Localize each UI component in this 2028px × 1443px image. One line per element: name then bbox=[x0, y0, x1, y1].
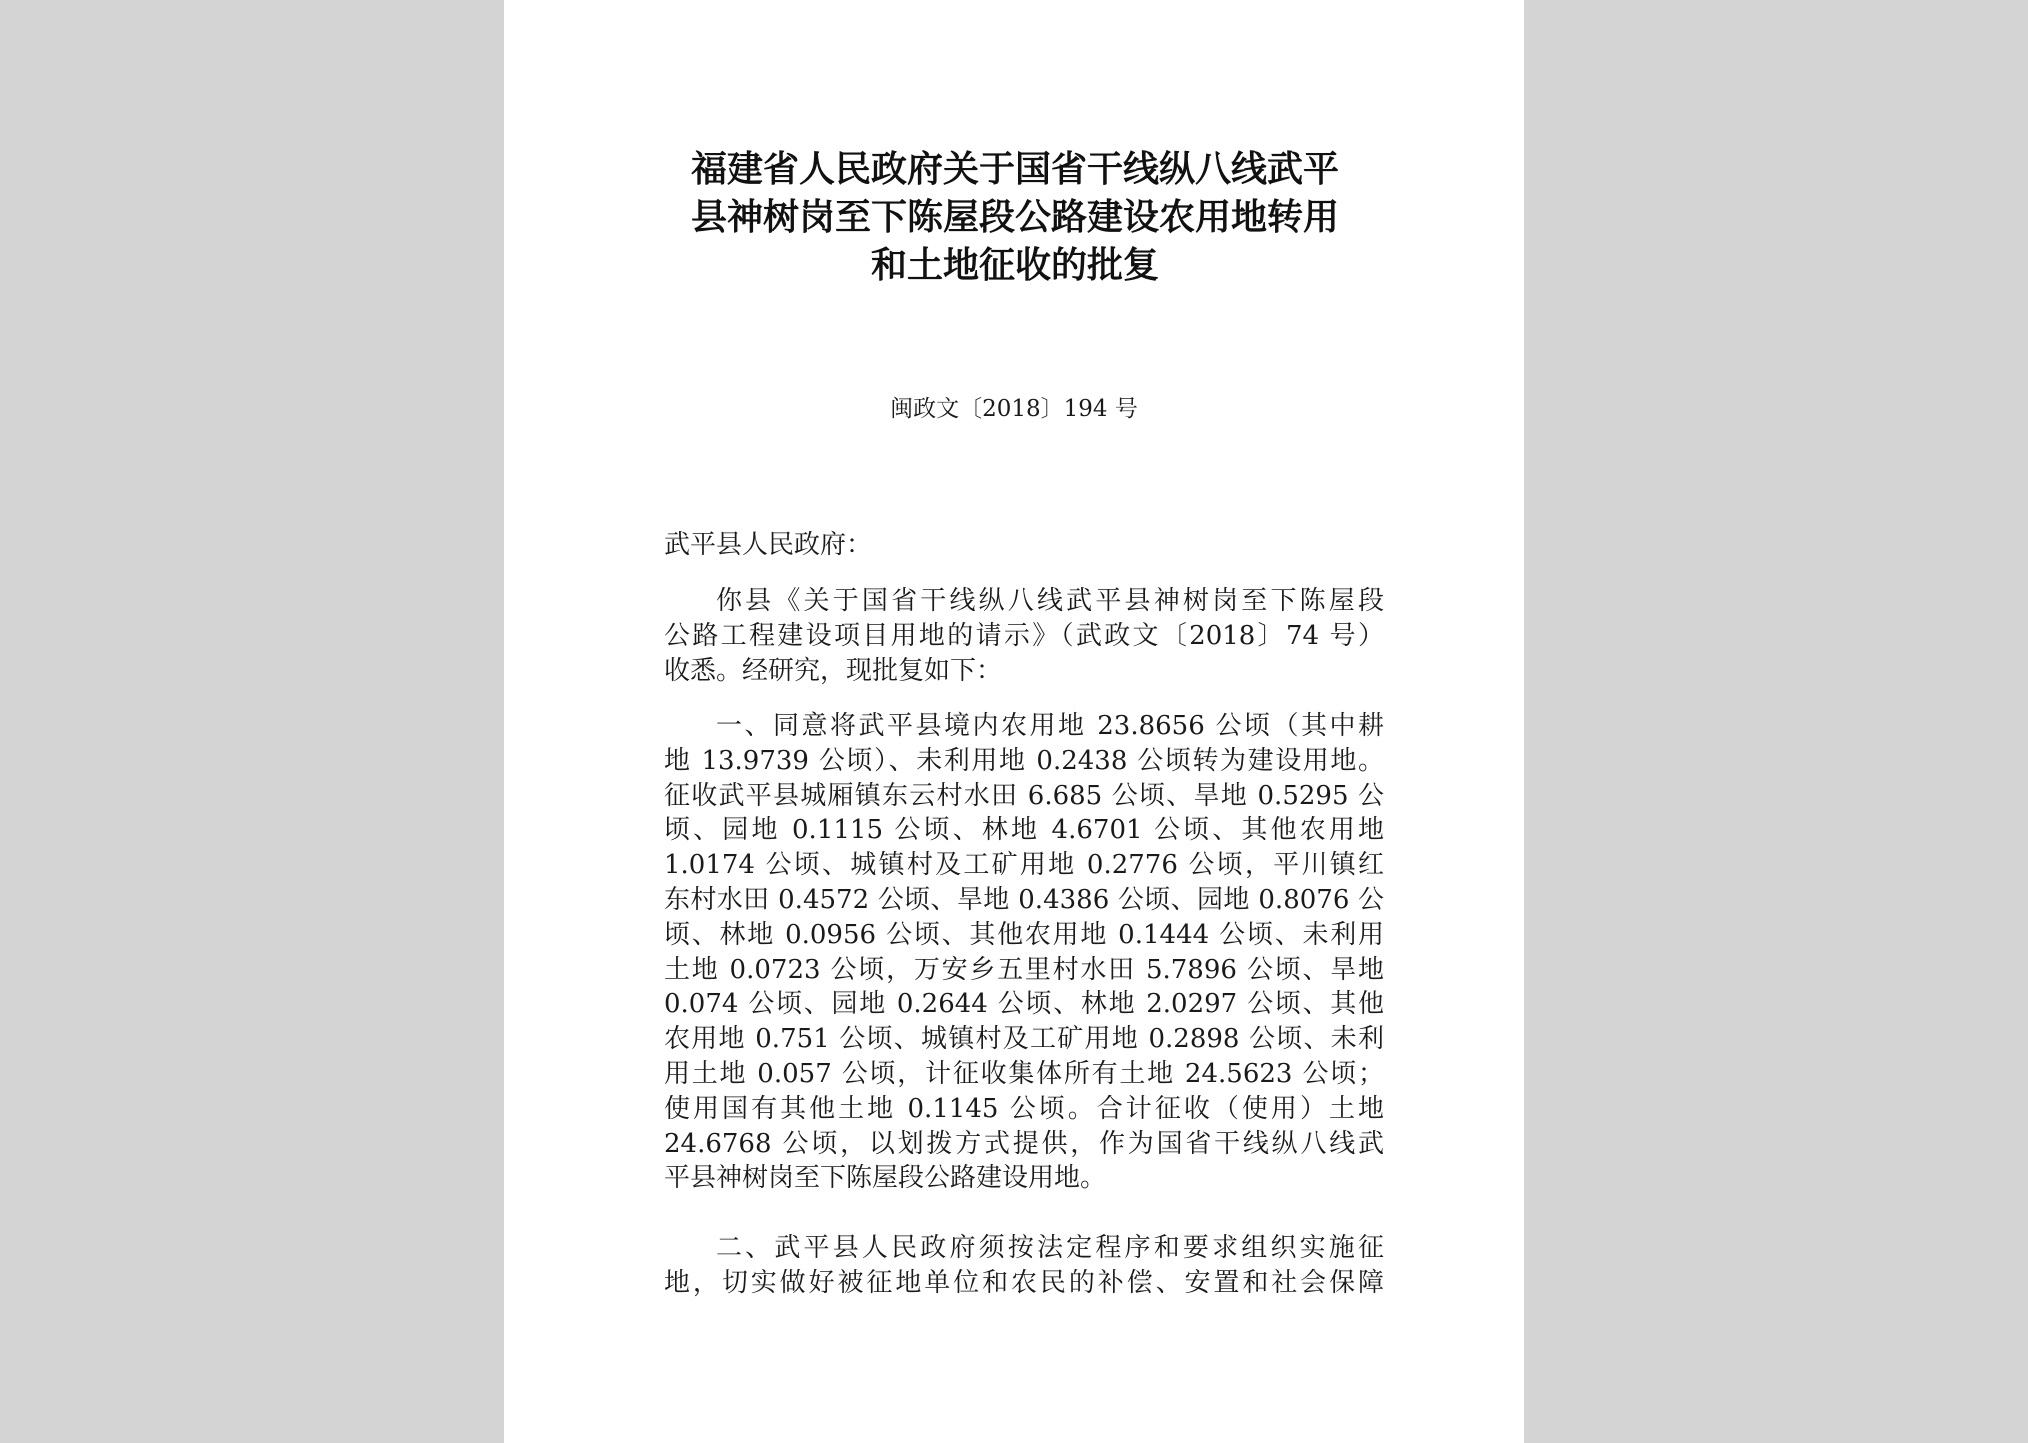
text-line: 1.0174 公顷、城镇村及工矿用地 0.2776 公顷，平川镇红 bbox=[664, 850, 1384, 881]
text-line: 地 13.9739 公顷）、未利用地 0.2438 公顷转为建设用地。 bbox=[664, 745, 1384, 776]
text-line: 二、武平县人民政府须按法定程序和要求组织实施征 bbox=[716, 1233, 1384, 1263]
text-line: 0.074 公顷、园地 0.2644 公顷、林地 2.0297 公顷、其他 bbox=[664, 989, 1384, 1020]
text-line: 平县神树岗至下陈屋段公路建设用地。 bbox=[664, 1163, 1107, 1194]
salutation: 武平县人民政府： bbox=[664, 530, 873, 560]
text-line: 用土地 0.057 公顷，计征收集体所有土地 24.5623 公顷； bbox=[664, 1058, 1384, 1089]
text-line: 顷、园地 0.1115 公顷、林地 4.6701 公顷、其他农用地 bbox=[664, 815, 1384, 846]
text-line: 公路工程建设项目用地的请示》（武政文〔2018〕74 号） bbox=[664, 620, 1384, 651]
text-line: 顷、林地 0.0956 公顷、其他农用地 0.1444 公顷、未利用 bbox=[664, 919, 1384, 950]
title-line: 县神树岗至下陈屋段公路建设农用地转用 bbox=[690, 197, 1339, 238]
text-line: 你县《关于国省干线纵八线武平县神树岗至下陈屋段 bbox=[716, 586, 1384, 616]
text-line: 收悉。经研究，现批复如下： bbox=[664, 655, 1003, 686]
paragraph-item-two bbox=[664, 1231, 1384, 1301]
document-number: 闽政文〔2018〕194 号 bbox=[890, 396, 1138, 422]
document-title bbox=[654, 146, 1376, 290]
text-line: 征收武平县城厢镇东云村水田 6.685 公顷、旱地 0.5295 公 bbox=[664, 780, 1384, 811]
text-line: 地，切实做好被征地单位和农民的补偿、安置和社会保障 bbox=[664, 1267, 1384, 1298]
text-line: 使用国有其他土地 0.1145 公顷。合计征收（使用）土地 bbox=[664, 1093, 1384, 1124]
title-line: 福建省人民政府关于国省干线纵八线武平 bbox=[690, 149, 1339, 190]
text-line: 24.6768 公顷，以划拨方式提供，作为国省干线纵八线武 bbox=[664, 1128, 1384, 1159]
title-line: 和土地征收的批复 bbox=[870, 245, 1159, 286]
text-line: 农用地 0.751 公顷、城镇村及工矿用地 0.2898 公顷、未利 bbox=[664, 1024, 1384, 1055]
text-line: 土地 0.0723 公顷，万安乡五里村水田 5.7896 公顷、旱地 bbox=[664, 954, 1384, 985]
text-line: 一、同意将武平县境内农用地 23.8656 公顷（其中耕 bbox=[716, 711, 1384, 741]
document-page bbox=[504, 0, 1524, 1443]
paragraph-item-one bbox=[664, 709, 1384, 1196]
text-line: 东村水田 0.4572 公顷、旱地 0.4386 公顷、园地 0.8076 公 bbox=[664, 884, 1384, 915]
paragraph-acknowledgement bbox=[664, 584, 1384, 688]
